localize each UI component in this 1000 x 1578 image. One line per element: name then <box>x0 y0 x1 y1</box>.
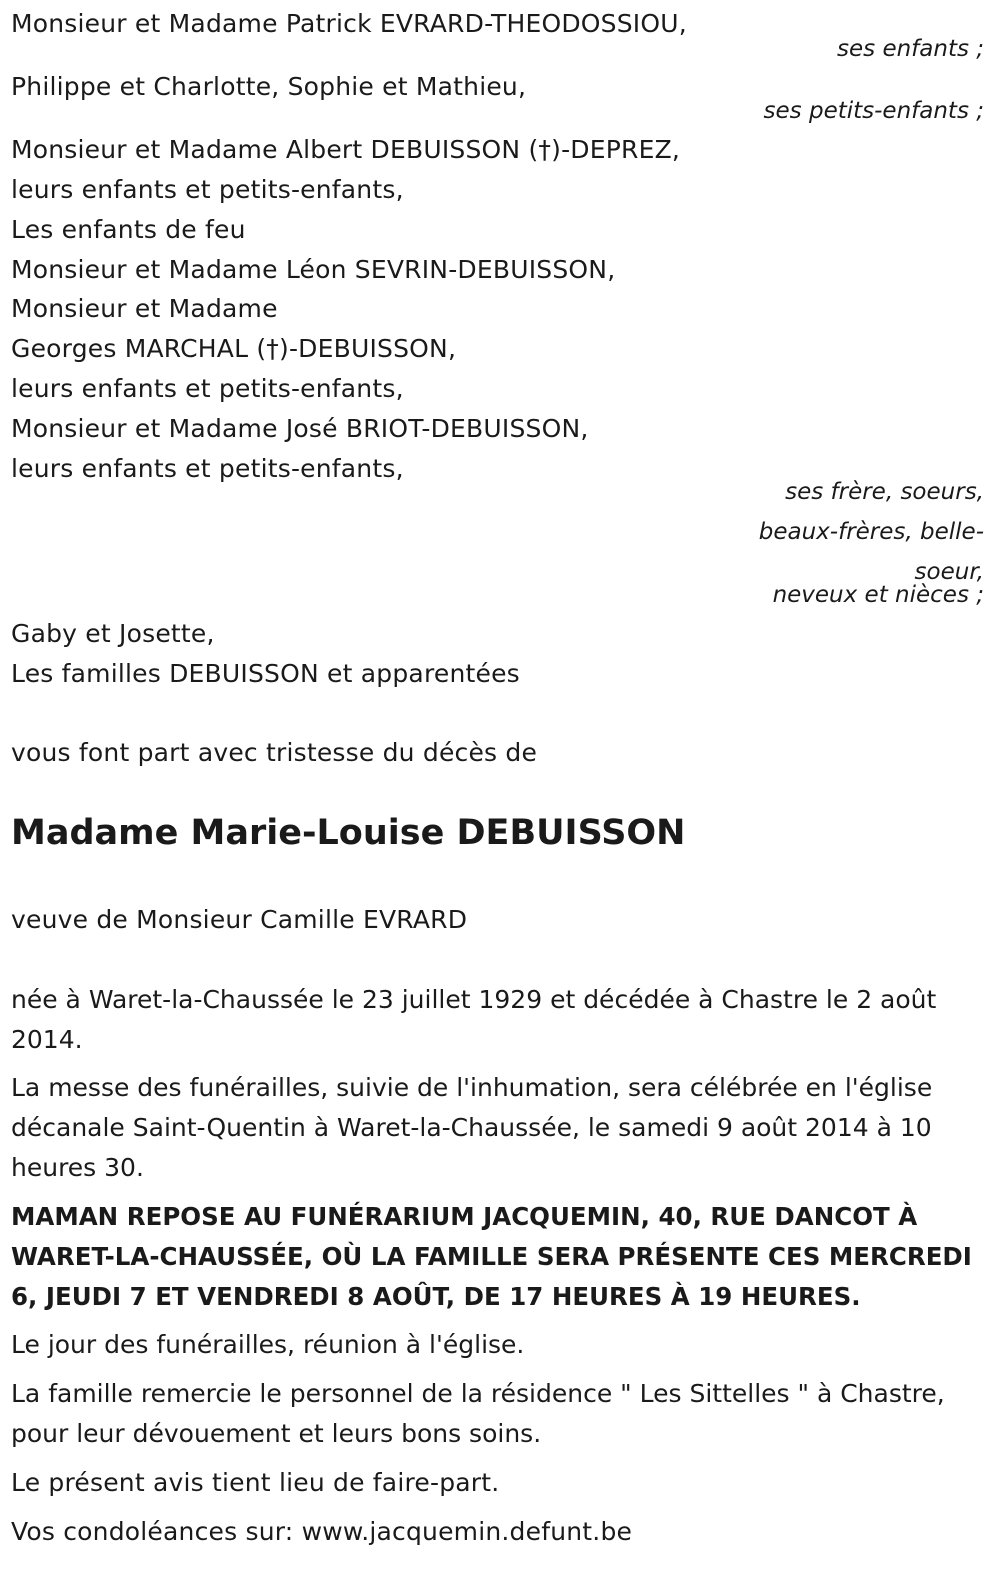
sibling-line: Monsieur et Madame Albert DEBUISSON (†)-DEPREZ, <box>11 135 681 164</box>
thanks-text: La famille remercie le personnel de la résidence " Les Sittelles " à Chastre, pour leur dévouement et leurs bons soins. <box>11 1379 945 1448</box>
children-names: Monsieur et Madame Patrick EVRARD-THEODOSSIOU, <box>11 9 687 38</box>
others-line: Les familles DEBUISSON et apparentées <box>11 659 520 688</box>
sibling-line: leurs enfants et petits-enfants, <box>11 175 404 204</box>
birth-death-text: née à Waret-la-Chaussée le 23 juillet 1929 et décédée à Chastre le 2 août 2014. <box>11 985 937 1054</box>
sibling-line: Monsieur et Madame Léon SEVRIN-DEBUISSON, <box>11 255 616 284</box>
grandchildren-names: Philippe et Charlotte, Sophie et Mathieu, <box>11 72 527 101</box>
children-relation: ses enfants ; <box>837 36 984 62</box>
siblings-relation-line: ses frère, soeurs, <box>785 479 984 505</box>
sibling-line: Monsieur et Madame José BRIOT-DEBUISSON, <box>11 414 589 443</box>
condolences-line <box>11 1512 632 1552</box>
spouse-text: veuve de Monsieur Camille EVRARD <box>11 905 468 934</box>
sibling-line: leurs enfants et petits-enfants, <box>11 374 404 403</box>
deceased-name: Madame Marie-Louise DEBUISSON <box>11 813 686 853</box>
condolences-link[interactable]: www.jacquemin.defunt.be <box>301 1517 633 1546</box>
siblings-relation-line: neveux et nièces ; <box>772 582 984 608</box>
condolences-label: Vos condoléances sur: <box>11 1517 294 1546</box>
siblings-relation-line: beaux-frères, belle- <box>758 519 984 545</box>
funeral-mass-text: La messe des funérailles, suivie de l'inhumation, sera célébrée en l'église décanale Saint-Quentin à Waret-la-Chaussée, le samedi 9 août 2014 à 10 heures 30. <box>11 1073 933 1182</box>
sibling-line: Monsieur et Madame <box>11 294 278 323</box>
sibling-line: Les enfants de feu <box>11 215 246 244</box>
announcement-text: vous font part avec tristesse du décès de <box>11 738 538 767</box>
grandchildren-relation: ses petits-enfants ; <box>763 98 984 124</box>
sibling-line: Georges MARCHAL (†)-DEBUISSON, <box>11 334 457 363</box>
sibling-line: leurs enfants et petits-enfants, <box>11 454 404 483</box>
visitation-text: MAMAN REPOSE AU FUNÉRARIUM JACQUEMIN, 40, RUE DANCOT À WARET-LA-CHAUSSÉE, OÙ LA FAMILLE SERA PRÉSENTE CES MERCREDI 6, JEUDI 7 ET VENDREDI 8 AOÛT, DE 17 HEURES À 19 HEURES. <box>11 1202 972 1311</box>
meeting-text: Le jour des funérailles, réunion à l'église. <box>11 1330 525 1359</box>
siblings-relation-line: soeur, <box>914 559 984 585</box>
notice-text: Le présent avis tient lieu de faire-part. <box>11 1468 500 1497</box>
others-line: Gaby et Josette, <box>11 619 215 648</box>
